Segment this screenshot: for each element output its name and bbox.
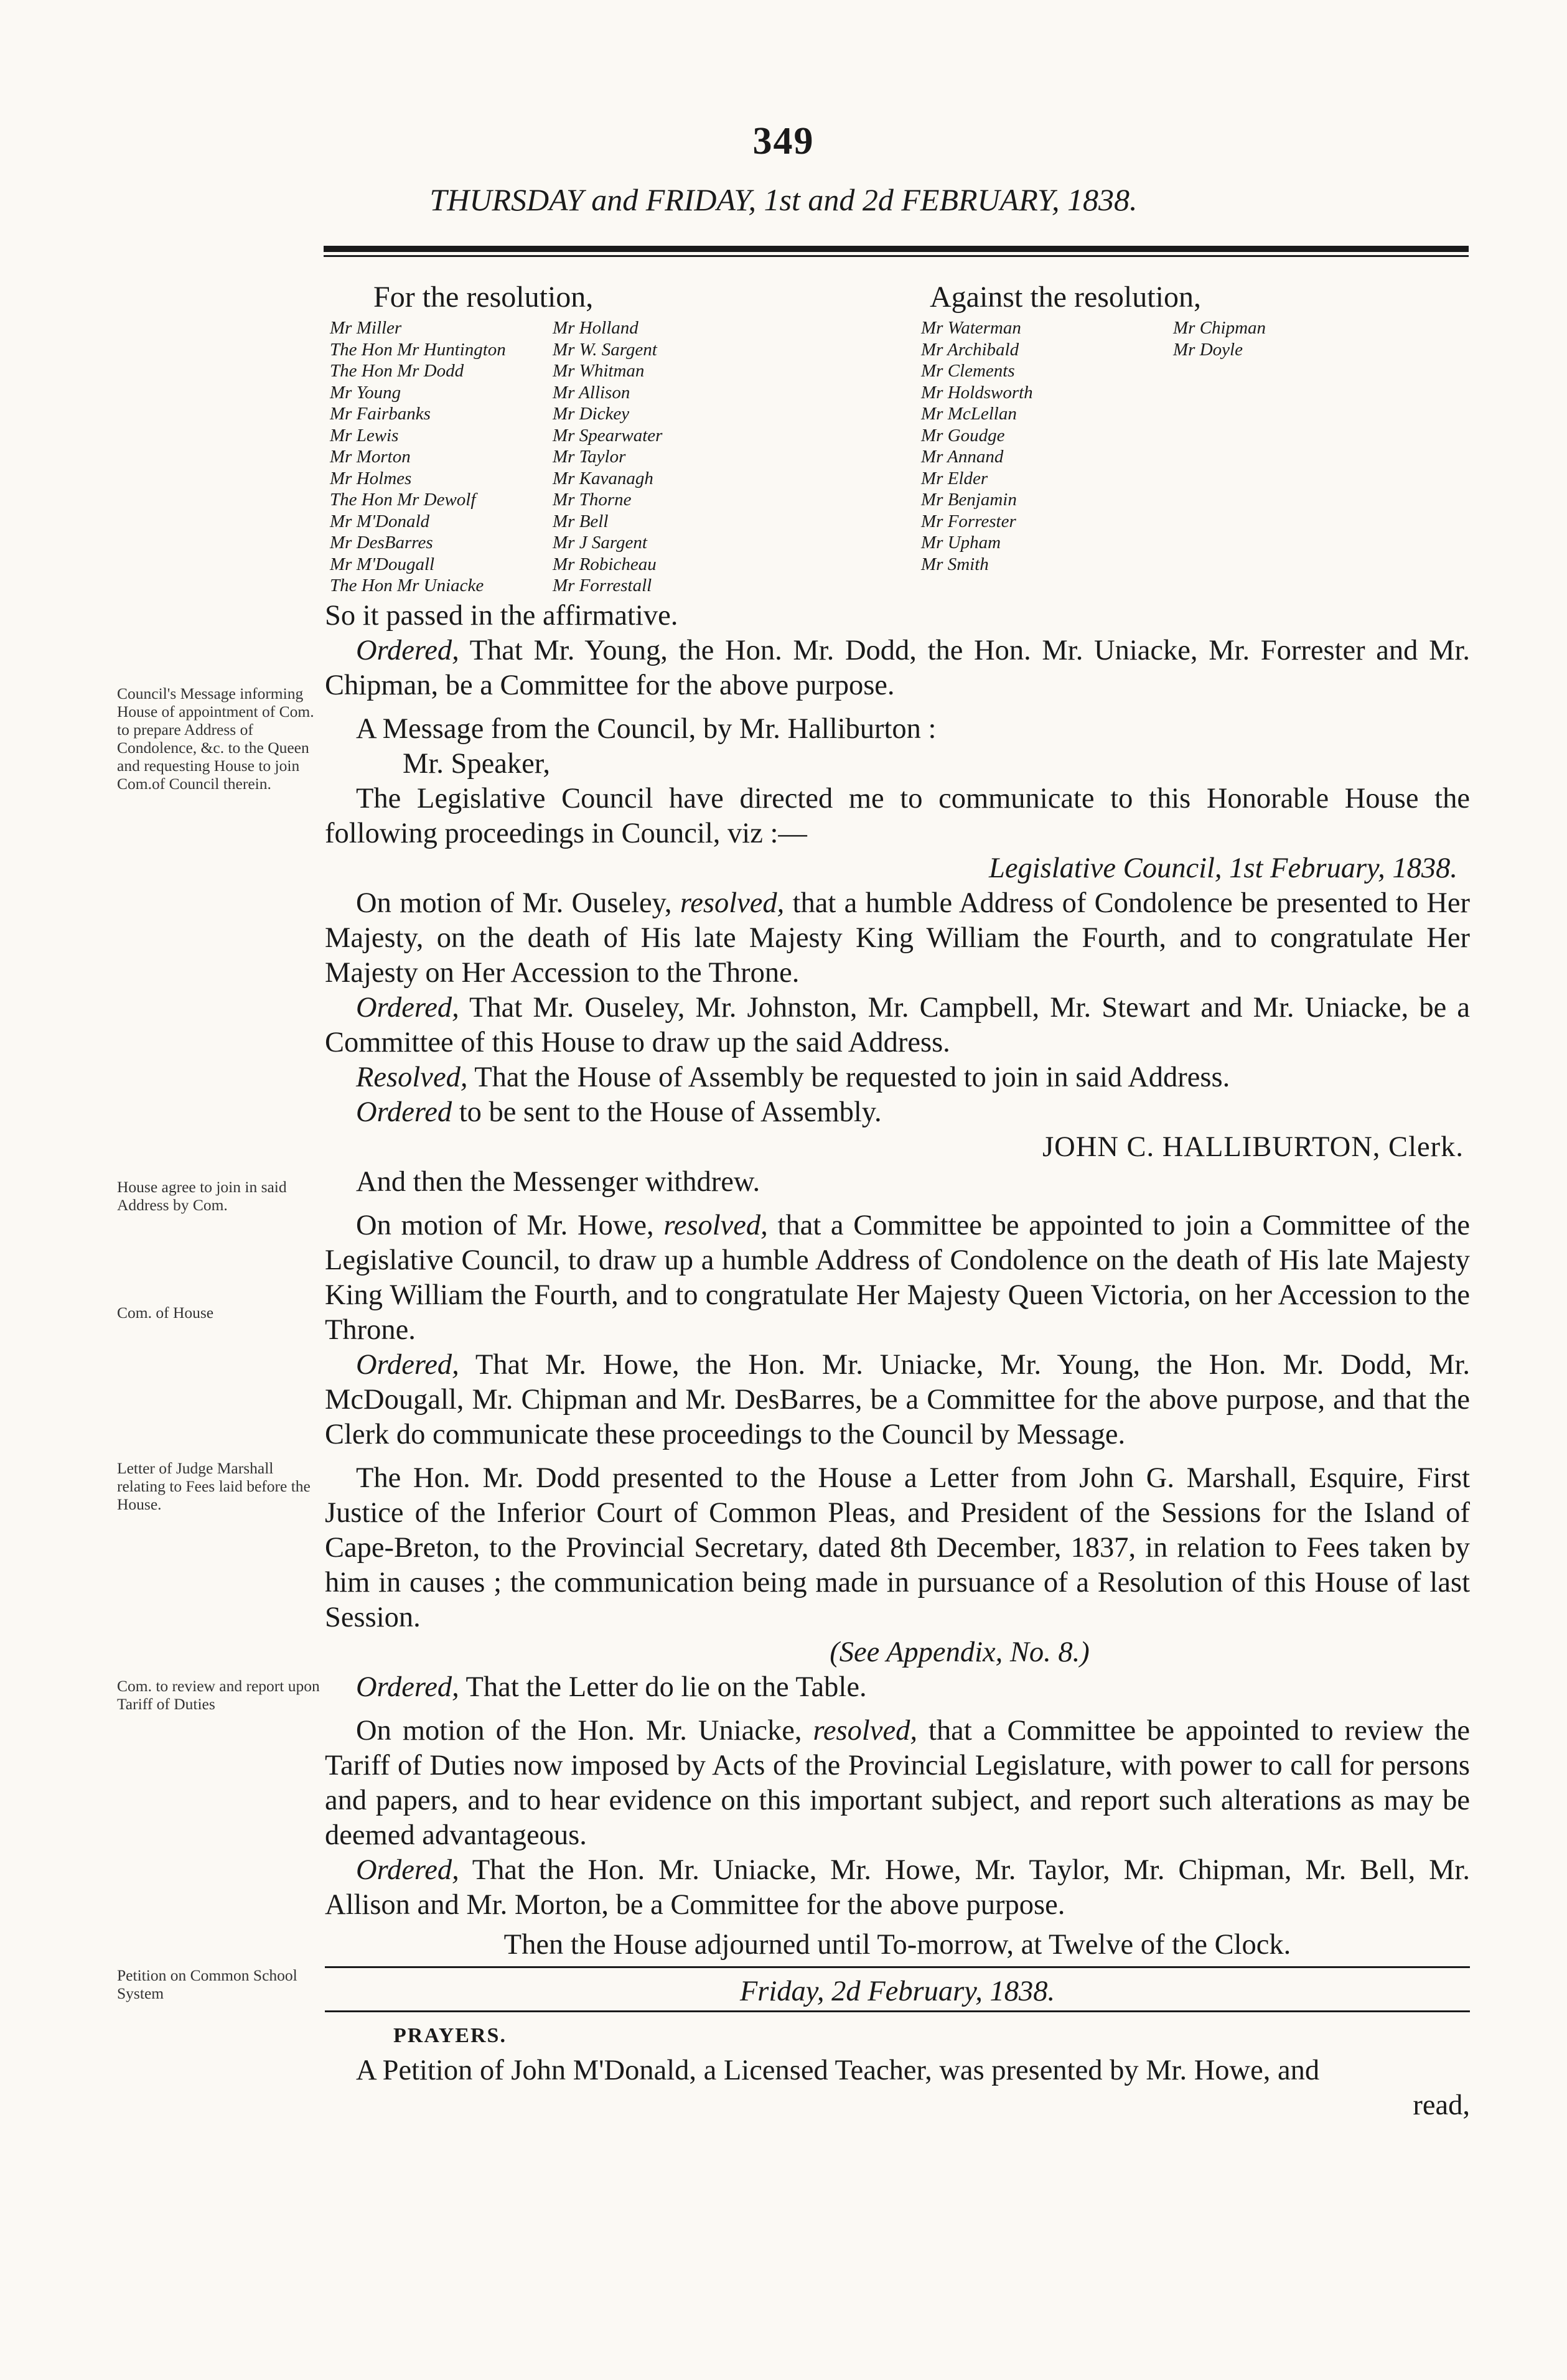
member-name: Mr Allison bbox=[553, 382, 630, 403]
prayers-heading: PRAYERS. bbox=[393, 2024, 507, 2047]
member-name: Mr McLellan bbox=[921, 404, 1017, 424]
member-name: The Hon Mr Uniacke bbox=[330, 576, 484, 595]
paragraph-tariff-motion: On motion of the Hon. Mr. Uniacke, resolved, that a Committee be appointed to review the Tariff of Duties now imposed by Acts of the Provincial Legislature, with power to call for persons and papers, and to hear evidence on this important subject, and report such alterations as may be deemed advantageous. bbox=[325, 1715, 1471, 1851]
member-name: Mr Taylor bbox=[553, 447, 626, 467]
paragraph-resolved-join: Resolved, That the House of Assembly be requested to join in said Address. bbox=[356, 1062, 1230, 1093]
member-name: The Hon Mr Huntington bbox=[330, 339, 506, 360]
paragraph-marshall-letter: The Hon. Mr. Dodd presented to the House a Letter from John G. Marshall, Esquire, First Justice of the Inferior Court of Common Pleas, and President of the Sessions for the Island of Cape-Breton, to the Provincial Secretary, dated 8th December, 1837, in relation to Fees taken by him in causes ; the communication being made in pursuance of a Resolution of this House of last Session. bbox=[325, 1462, 1470, 1633]
member-name: Mr Chipman bbox=[1173, 318, 1266, 338]
main-text bbox=[325, 599, 1470, 2123]
for-list-col1 bbox=[330, 317, 506, 597]
member-name: Mr M'Dougall bbox=[330, 554, 435, 574]
running-title: THURSDAY and FRIDAY, 1st and 2d FEBRUARY, 1838. bbox=[429, 182, 1138, 217]
member-name: Mr Forrester bbox=[921, 511, 1016, 531]
member-name: Mr Robicheau bbox=[553, 554, 657, 574]
paragraph-council-message: A Message from the Council, by Mr. Halliburton : bbox=[356, 713, 937, 745]
member-name: Mr Dickey bbox=[553, 404, 630, 424]
friday-dateline: Friday, 2d February, 1838. bbox=[739, 1976, 1055, 2007]
margin-note-petition: Petition on Common School System bbox=[117, 1966, 297, 2002]
paragraph-howe-committee: Ordered, That Mr. Howe, the Hon. Mr. Uniacke, Mr. Young, the Hon. Mr. Dodd, Mr. McDougall, Mr. Chipman and Mr. DesBarres, be a Committee for the above purpose, and that the Clerk do communicate these proceedings to the Council by Message. bbox=[325, 1349, 1470, 1450]
for-heading: For the resolution, bbox=[373, 281, 594, 314]
member-name: Mr Lewis bbox=[330, 425, 399, 446]
member-name: Mr Thorne bbox=[553, 490, 632, 510]
appendix-reference: (See Appendix, No. 8.) bbox=[830, 1636, 1090, 1668]
day-separator-rule bbox=[325, 1966, 1470, 1968]
member-name: Mr Goudge bbox=[921, 425, 1005, 446]
member-name: Mr Archibald bbox=[921, 339, 1019, 360]
member-name: Mr Smith bbox=[921, 554, 989, 574]
dateline-rule bbox=[325, 2010, 1470, 2012]
member-name: Mr M'Donald bbox=[330, 511, 430, 531]
council-dateline: Legislative Council, 1st February, 1838. bbox=[989, 852, 1457, 884]
paragraph-petition-mdonald: A Petition of John M'Donald, a Licensed Teacher, was presented by Mr. Howe, and bbox=[356, 2055, 1320, 2086]
catchword: read, bbox=[1413, 2089, 1470, 2121]
member-name: Mr Doyle bbox=[1173, 339, 1243, 360]
member-name: Mr Bell bbox=[553, 511, 609, 531]
header-rule-thick bbox=[324, 246, 1469, 252]
paragraph-tariff-committee: Ordered, That the Hon. Mr. Uniacke, Mr. Howe, Mr. Taylor, Mr. Chipman, Mr. Bell, Mr. Allison and Mr. Morton, be a Committee for the above purpose. bbox=[325, 1854, 1470, 1921]
margin-note-council-message: Council's Message informing House of appointment of Com. to prepare Address of Condolence, &c. to the Queen and requesting House to join Com.of Council therein. bbox=[117, 684, 314, 793]
member-name: Mr Clements bbox=[921, 361, 1015, 381]
member-name: Mr Upham bbox=[921, 533, 1001, 553]
member-name: Mr DesBarres bbox=[330, 533, 433, 553]
member-name: Mr Fairbanks bbox=[330, 404, 431, 424]
member-name: Mr Spearwater bbox=[553, 425, 663, 446]
salutation: Mr. Speaker, bbox=[403, 748, 551, 780]
against-list-col1 bbox=[921, 317, 1033, 575]
member-name: Mr J Sargent bbox=[553, 533, 647, 553]
paragraph-letter-table: Ordered, That the Letter do lie on the Table. bbox=[356, 1671, 867, 1703]
margin-note-letter-marshall: Letter of Judge Marshall relating to Fees laid before the House. bbox=[117, 1459, 311, 1513]
member-name: Mr Holmes bbox=[330, 468, 412, 488]
member-name: Mr Holdsworth bbox=[921, 382, 1033, 403]
against-list-col2 bbox=[1173, 317, 1266, 360]
for-list-col2 bbox=[553, 317, 662, 597]
member-name: Mr Elder bbox=[921, 468, 988, 488]
page-number: 349 bbox=[752, 120, 815, 162]
adjournment-line: Then the House adjourned until To-morrow, at Twelve of the Clock. bbox=[503, 1929, 1291, 1961]
member-name: Mr Waterman bbox=[921, 318, 1021, 338]
member-name: The Hon Mr Dodd bbox=[330, 361, 464, 381]
margin-note-house-agree: House agree to join in said Address by Com. bbox=[117, 1178, 287, 1214]
member-name: Mr Miller bbox=[330, 318, 402, 338]
paragraph-ouseley-committee: Ordered, That Mr. Ouseley, Mr. Johnston, Mr. Campbell, Mr. Stewart and Mr. Uniacke, be a Committee of this House to draw up the said Address. bbox=[325, 992, 1470, 1058]
against-heading: Against the resolution, bbox=[930, 281, 1201, 314]
clerk-signature: JOHN C. HALLIBURTON, Clerk. bbox=[1042, 1131, 1464, 1163]
paragraph-council-proceedings: The Legislative Council have directed me to communicate to this Honorable House the following proceedings in Council, viz :— bbox=[325, 783, 1470, 849]
paragraph-ouseley-motion: On motion of Mr. Ouseley, resolved, that a humble Address of Condolence be presented to Her Majesty, on the death of His late Majesty King William the Fourth, and to congratulate Her Majesty on Her Accession to the Throne. bbox=[325, 887, 1470, 989]
affirmative-line: So it passed in the affirmative. bbox=[325, 600, 678, 632]
member-name: The Hon Mr Dewolf bbox=[330, 490, 476, 510]
paragraph-howe-motion: On motion of Mr. Howe, resolved, that a Committee be appointed to join a Committee of the Legislative Council, to draw up a humble Address of Condolence on the death of His late Majesty King William the Fourth, and to congratulate Her Majesty Queen Victoria, on her Accession to the Throne. bbox=[325, 1210, 1471, 1346]
margin-note-com-of-house: Com. of House bbox=[117, 1304, 214, 1322]
member-name: Mr Holland bbox=[553, 318, 638, 338]
margin-note-tariff-com: Com. to review and report upon Tariff of Duties bbox=[117, 1677, 320, 1713]
member-name: Mr W. Sargent bbox=[553, 339, 657, 360]
header-rule-thin bbox=[324, 255, 1469, 257]
member-name: Mr Young bbox=[330, 382, 401, 403]
paragraph-messenger-withdrew: And then the Messenger withdrew. bbox=[356, 1166, 760, 1198]
member-name: Mr Whitman bbox=[553, 361, 645, 381]
member-name: Mr Morton bbox=[330, 447, 411, 467]
paragraph-ordered-sent: Ordered to be sent to the House of Assembly. bbox=[356, 1096, 882, 1128]
paragraph-ordered-committee: Ordered, That Mr. Young, the Hon. Mr. Dodd, the Hon. Mr. Uniacke, Mr. Forrester and Mr. Chipman, be a Committee for the above purpose. bbox=[325, 635, 1470, 701]
member-name: Mr Kavanagh bbox=[553, 468, 653, 488]
member-name: Mr Forrestall bbox=[553, 576, 652, 595]
member-name: Mr Annand bbox=[921, 447, 1004, 467]
member-name: Mr Benjamin bbox=[921, 490, 1017, 510]
